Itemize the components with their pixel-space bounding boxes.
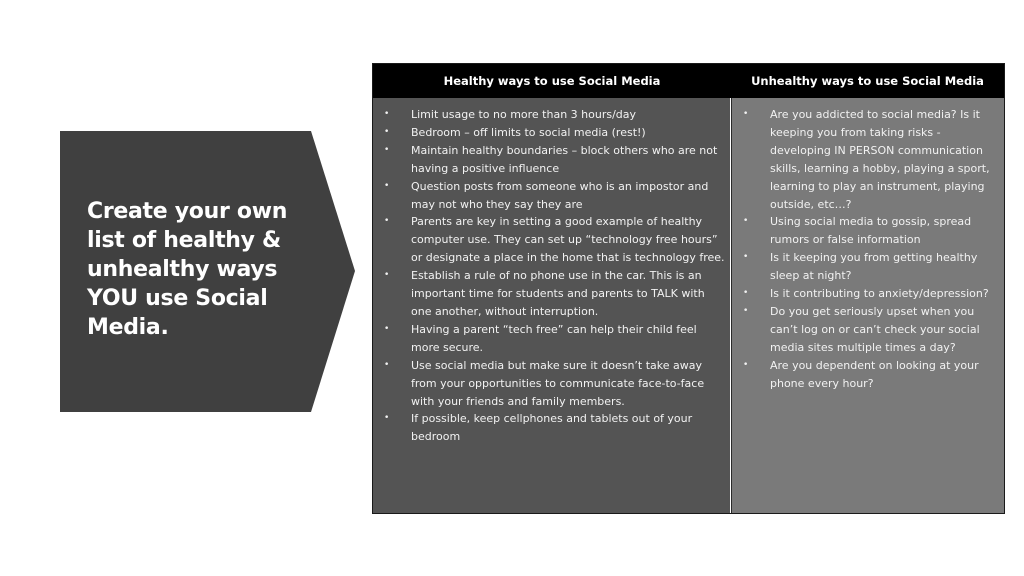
bullet-icon: • [743, 216, 749, 227]
unhealthy-list [732, 106, 1004, 393]
list-item-text: Is it contributing to anxiety/depression? [770, 287, 989, 301]
list-item-text: Bedroom – off limits to social media (rest!) [411, 125, 646, 139]
table-header [373, 64, 1004, 98]
unhealthy-column [731, 98, 1004, 513]
list-item-text: Establish a rule of no phone use in the car. This is an important time for students and parents to TALK with one another, without interruption. [411, 269, 705, 318]
bullet-icon: • [743, 252, 749, 263]
bullet-icon: • [384, 270, 390, 281]
list-item [373, 321, 730, 357]
bullet-icon: • [384, 126, 390, 137]
bullet-icon: • [384, 323, 390, 334]
list-item [732, 106, 1004, 213]
list-item-text: If possible, keep cellphones and tablets out of your bedroom [411, 412, 693, 444]
bullet-icon: • [384, 216, 390, 227]
list-item [373, 410, 730, 446]
list-item-text: Use social media but make sure it doesn’t take away from your opportunities to communicate face-to-face with your friends and family members. [411, 358, 705, 408]
comparison-table [372, 63, 1005, 514]
list-item [373, 267, 730, 321]
list-item-text: Question posts from someone who is an impostor and may not who they say they are [411, 179, 709, 211]
list-item [732, 285, 1004, 303]
list-item-text: Is it keeping you from getting healthy sleep at night? [770, 251, 978, 283]
bullet-icon: • [743, 288, 749, 299]
list-item [373, 178, 730, 214]
healthy-column [373, 98, 730, 513]
bullet-icon: • [384, 109, 390, 119]
list-item [373, 106, 730, 124]
list-item [732, 303, 1004, 357]
list-item-text: Parents are key in setting a good example of healthy computer use. They can set up “technology free hours” or designate a place in the home that is technology free. [411, 215, 725, 265]
bullet-icon: • [384, 413, 390, 424]
header-healthy: Healthy ways to use Social Media [443, 74, 661, 88]
list-item [373, 142, 730, 178]
bullet-icon: • [743, 359, 749, 370]
list-item [732, 213, 1004, 249]
title-chevron [60, 131, 355, 412]
list-item-text: Having a parent “tech free” can help their child feel more secure. [411, 322, 697, 354]
list-item [373, 213, 730, 267]
bullet-icon: • [384, 359, 390, 370]
healthy-list [373, 106, 730, 446]
chevron-title: Create your own list of healthy & unhealthy ways YOU use Social Media. [87, 199, 288, 340]
list-item [373, 357, 730, 411]
header-unhealthy: Unhealthy ways to use Social Media [751, 74, 984, 88]
list-item [732, 249, 1004, 285]
list-item [373, 124, 730, 142]
list-item-text: Are you dependent on looking at your phone every hour? [770, 358, 979, 390]
list-item-text: Using social media to gossip, spread rumors or false information [770, 215, 972, 247]
list-item [732, 357, 1004, 393]
bullet-icon: • [743, 109, 749, 119]
bullet-icon: • [384, 180, 390, 191]
list-item-text: Do you get seriously upset when you can’t log on or can’t check your social media sites multiple times a day? [770, 304, 980, 354]
bullet-icon: • [384, 144, 390, 155]
list-item-text: Limit usage to no more than 3 hours/day [411, 108, 637, 121]
list-item-text: Are you addicted to social media? Is it keeping you from taking risks - developing IN PERSON communication skills, learning a hobby, playing a sport, learning to play an instrument, playing outside, etc…? [770, 108, 990, 211]
list-item-text: Maintain healthy boundaries – block others who are not having a positive influence [411, 143, 718, 175]
bullet-icon: • [743, 305, 749, 316]
